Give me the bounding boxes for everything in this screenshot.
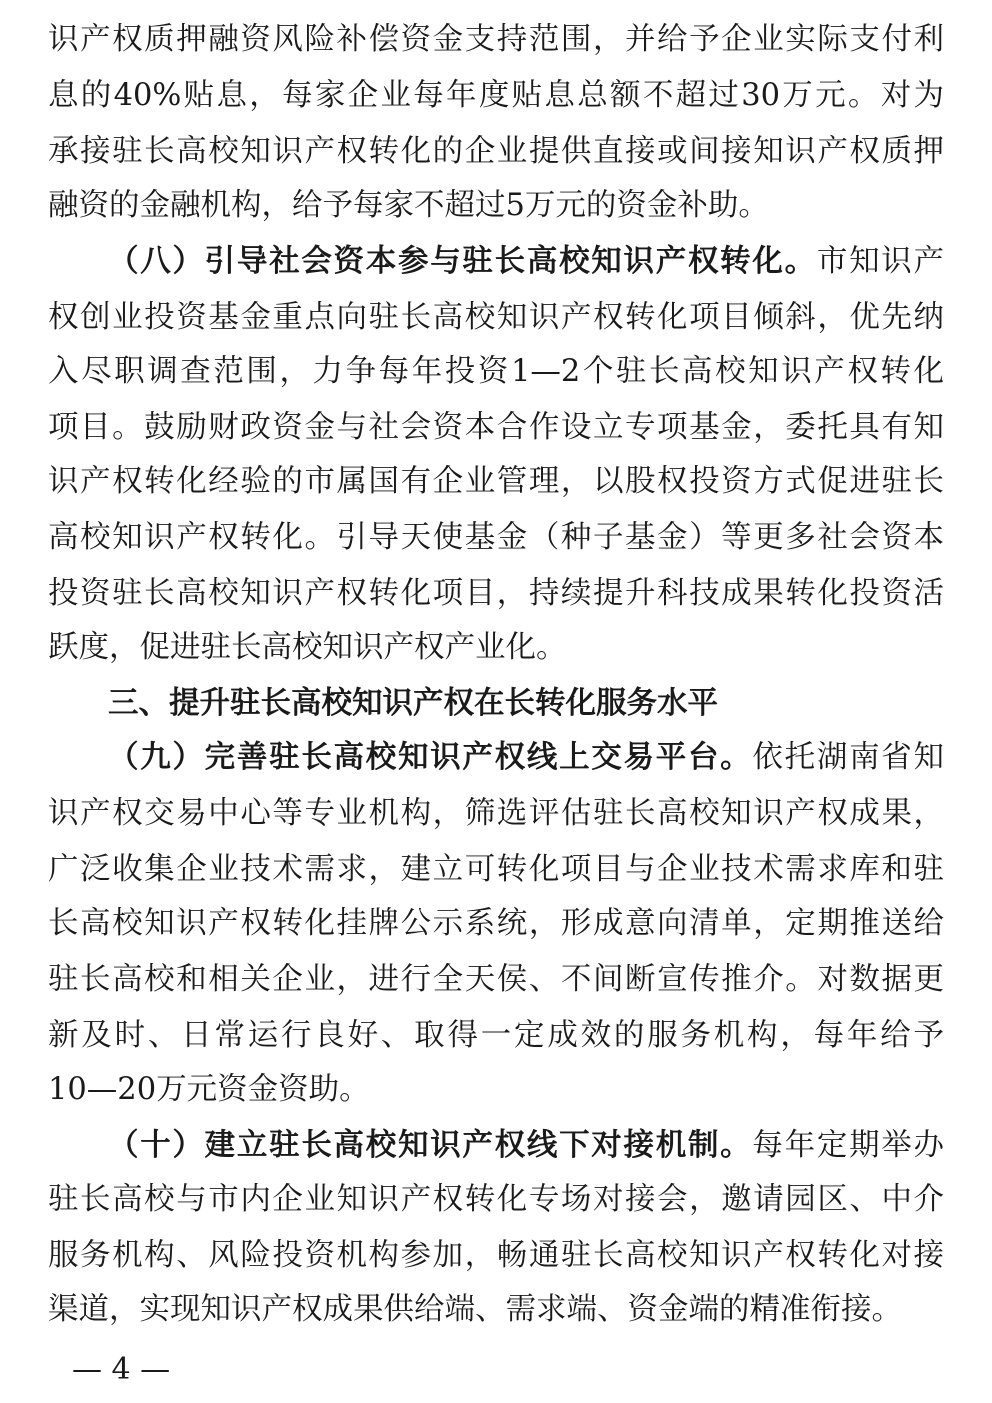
text-line: 服务机构、风险投资机构参加，畅通驻长高校知识产权转化对接 <box>48 1238 944 1273</box>
text-line: 跃度，促进驻长高校知识产权产业化。 <box>48 630 567 665</box>
paragraph-lead-heading: （八）引导社会资本参与驻长高校知识产权转化。 <box>108 244 817 279</box>
text-line: 渠道，实现知识产权成果供给端、需求端、资金端的精准衔接。 <box>48 1292 902 1327</box>
text-line: 息的40%贴息，每家企业每年度贴息总额不超过30万元。对为 <box>48 78 944 113</box>
text-line: 识产权交易中心等专业机构，筛选评估驻长高校知识产权成果， <box>48 796 944 831</box>
text-line: 入尽职调查范围，力争每年投资1—2个驻长高校知识产权转化 <box>48 354 944 389</box>
paragraph-lead-heading: （十）建立驻长高校知识产权线下对接机制。 <box>108 1128 753 1163</box>
paragraph-text: 市知识产 <box>816 244 945 279</box>
text-line: 识产权转化经验的市属国有企业管理，以股权投资方式促进驻长 <box>48 464 944 499</box>
paragraph-lead-heading: （九）完善驻长高校知识产权线上交易平台。 <box>108 740 753 775</box>
section-heading: 三、提升驻长高校知识产权在长转化服务水平 <box>108 686 718 721</box>
text-line: 驻长高校与市内企业知识产权转化专场对接会，邀请园区、中介 <box>48 1182 944 1217</box>
paragraph-first-line <box>108 242 944 282</box>
text-line: 驻长高校和相关企业，进行全天侯、不间断宣传推介。对数据更 <box>48 962 944 997</box>
paragraph-text: 依托湖南省知 <box>752 740 945 775</box>
text-line: 投资驻长高校知识产权转化项目，持续提升科技成果转化投资活 <box>48 576 944 611</box>
paragraph-first-line <box>108 1126 944 1166</box>
text-line: 权创业投资基金重点向驻长高校知识产权转化项目倾斜，优先纳 <box>48 300 944 335</box>
text-line: 融资的金融机构，给予每家不超过5万元的资金补助。 <box>48 188 769 223</box>
page-number: — 4 — <box>72 1352 171 1387</box>
paragraph-first-line <box>108 738 944 778</box>
text-line: 广泛收集企业技术需求，建立可转化项目与企业技术需求库和驻 <box>48 852 944 887</box>
text-line: 新及时、日常运行良好、取得一定成效的服务机构，每年给予 <box>48 1018 944 1053</box>
text-line: 承接驻长高校知识产权转化的企业提供直接或间接知识产权质押 <box>48 134 944 169</box>
text-line: 10—20万元资金资助。 <box>48 1072 370 1107</box>
text-line: 长高校知识产权转化挂牌公示系统，形成意向清单，定期推送给 <box>48 906 944 941</box>
text-line: 高校知识产权转化。引导天使基金（种子基金）等更多社会资本 <box>48 520 944 555</box>
paragraph-text: 每年定期举办 <box>752 1128 945 1163</box>
text-line: 项目。鼓励财政资金与社会资本合作设立专项基金，委托具有知 <box>48 410 944 445</box>
text-line: 识产权质押融资风险补偿资金支持范围，并给予企业实际支付利 <box>48 22 944 57</box>
